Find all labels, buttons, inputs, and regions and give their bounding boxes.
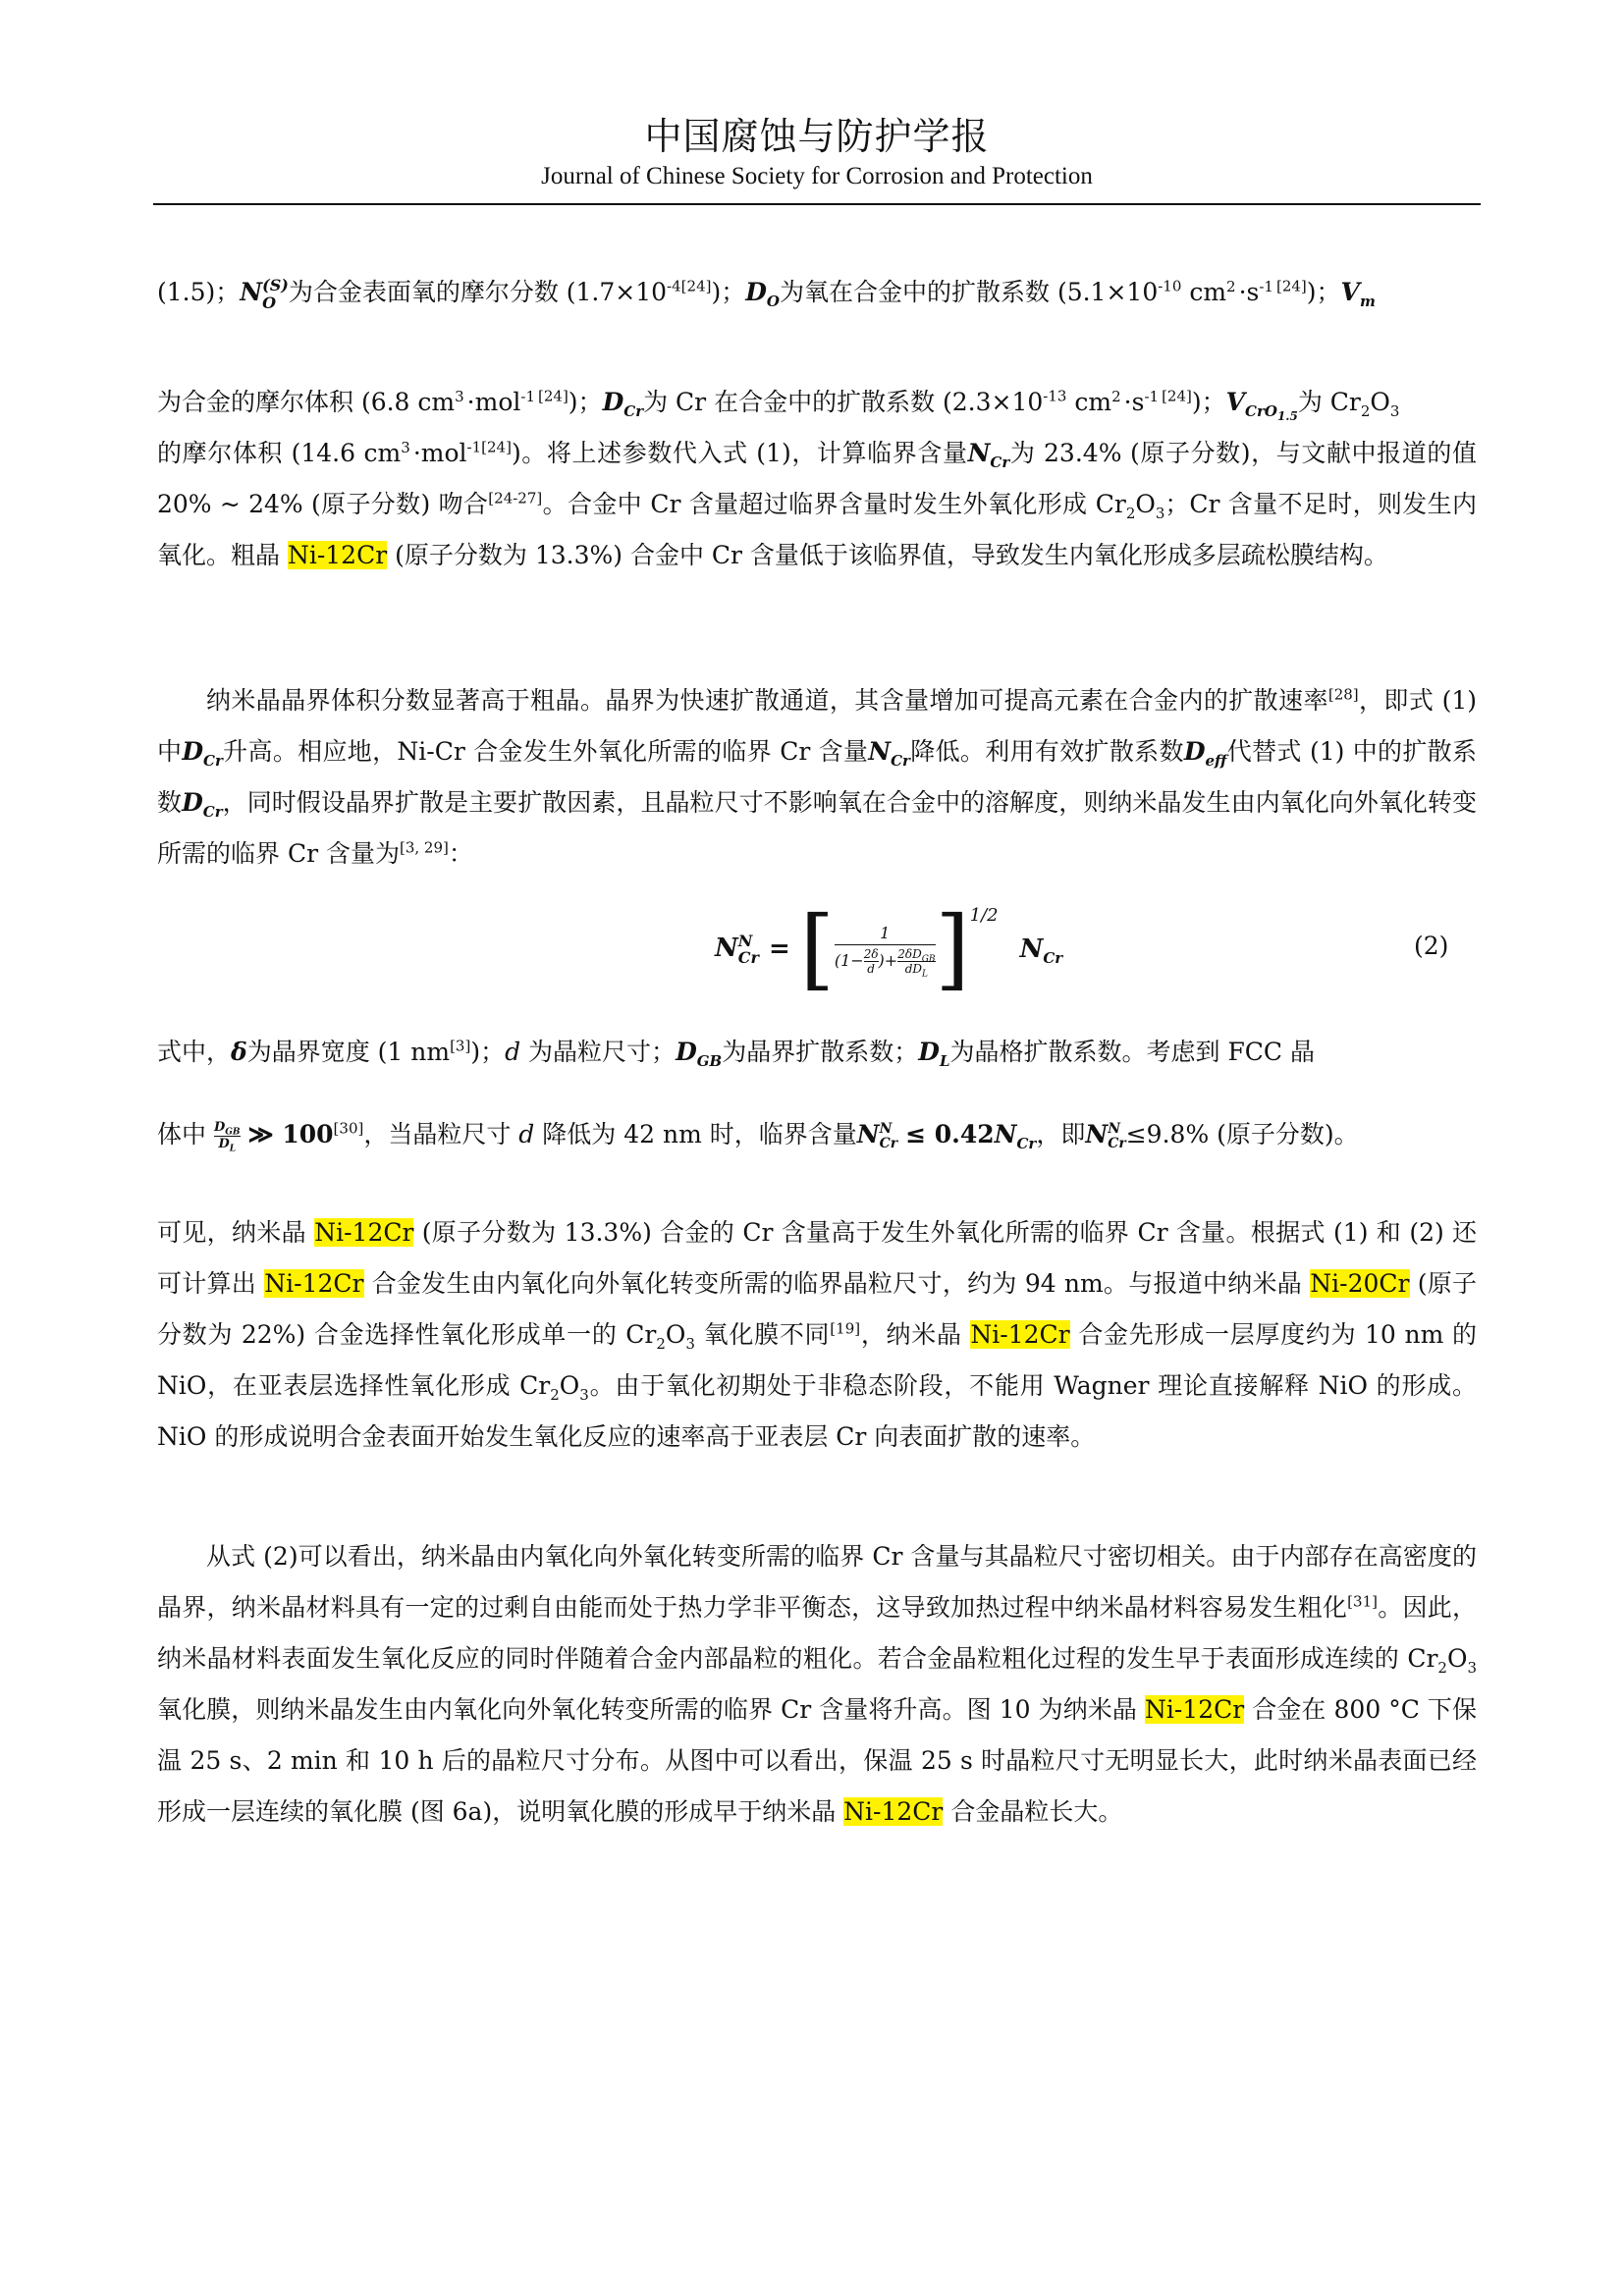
text-run: 合金在 800 °C 下保温 25 s、2 min 和 10 h 后的晶粒尺寸分布。从图中可以看出，保温 25 s 时晶粒尺寸无明显长大，此时纳米晶表面已经形成一层连续的氧化膜 (图 6a)，说明氧化膜的形成早于纳米晶 [157,1695,1477,1826]
text-run: (原子分数为 22%) 合金选择性氧化形成单一的 Cr [157,1269,1477,1349]
text-run: ·s [1238,278,1260,306]
text-run: 式中， [157,1038,232,1066]
text-run: 为晶格扩散系数。考虑到 FCC 晶 [949,1038,1315,1066]
sub: 2 [550,1386,560,1404]
highlighted-alloy-name: Ni-12Cr [264,1269,364,1298]
text-run: 为晶粒尺寸； [520,1038,677,1066]
text-run: 为晶界扩散系数； [722,1038,919,1066]
highlighted-alloy-name: Ni-12Cr [843,1797,944,1826]
text-run: ，即 [1036,1120,1086,1148]
text-run: 可见，纳米晶 [157,1218,315,1247]
sup: -1 [466,438,482,456]
text-run: 从式 (2)可以看出，纳米晶由内氧化向外氧化转变所需的临界 Cr 含量与其晶粒尺寸密切相关。由于内部存在高密度的晶界，纳米晶材料具有一定的过剩自由能而处于热力学非平衡态，这导致加热过程中纳米晶材料容易发生粗化 [157,1542,1477,1622]
text-run: cm [1181,278,1227,306]
left-bracket: [ [799,897,835,1000]
citation: [28] [1327,685,1359,704]
text-run: 为 23.4% (原子分数)，与文献中报道的值 20% ~ 24% (原子分数) 吻合 [157,439,1477,518]
citation: [19] [830,1319,861,1338]
symbol-n-cr-n: N N Cr [1085,1120,1126,1151]
symbol-d-gb: $D_{GB}$ [676,1038,723,1070]
highlighted-alloy-name: Ni-20Cr [1310,1269,1410,1298]
text-run: 合金晶粒长大。 [943,1797,1123,1826]
equation-body [715,895,1062,1003]
symbol-n-cr: $N_{Cr}$ [967,439,1010,471]
text-run: cm [1066,388,1112,416]
text-run: ，纳米晶 [860,1320,971,1349]
equals-sign: = [768,934,790,964]
text-run: 合金发生由内氧化向外氧化转变所需的临界晶粒尺寸，约为 94 nm。与报道中纳米晶 [363,1269,1311,1298]
sub: 3 [579,1386,589,1404]
sub: 3 [1155,505,1165,522]
text-run: )； [470,1038,506,1066]
text-run: 氧化膜不同 [694,1320,831,1349]
symbol-d-cr: $D_{Cr}$ [182,737,223,770]
citation: [3] [450,1037,471,1055]
symbol-d: d [518,1120,535,1148]
text-run: ： [448,839,473,868]
paragraph-4 [157,675,1477,880]
sub: 3 [1389,402,1400,420]
symbol-n-cr: $N_{Cr}$ [868,737,910,770]
text-run: 为合金的摩尔体积 (6.8 cm [157,388,456,416]
highlighted-alloy-name: Ni-12Cr [1144,1695,1245,1724]
journal-title-cn: 中国腐蚀与防护学报 [644,115,990,158]
text-run: )； [1191,388,1226,416]
fraction [834,923,936,979]
text-run: ，同时假设晶界扩散是主要扩散因素，且晶粒尺寸不影响氧在合金中的溶解度，则纳米晶发生由内氧化向外氧化转变所需的临界 Cr 含量为 [157,788,1477,868]
citation: [24] [538,387,568,405]
symbol-d-l: $D_L$ [918,1038,950,1070]
text-run: ，即式 (1) 中 [157,686,1477,766]
citation: [24] [1162,387,1192,405]
text-run: 升高。相应地，Ni-Cr 合金发生外氧化所需的临界 Cr 含量 [222,737,869,766]
symbol-d-o: $D_O$ [745,278,780,310]
citation: [31] [1347,1592,1378,1611]
fraction-dgb-dl: $\frac{D_{GB}}{D_L}$ [213,1120,241,1154]
paragraph-5 [157,1027,1477,1078]
paragraph-8 [157,1531,1477,1838]
paragraph-7 [157,1207,1477,1463]
text-run: ·s [1123,388,1145,416]
symbol-delta: δ [231,1038,247,1066]
symbol-n-cr: $N_{Cr}$ [994,1120,1037,1152]
paragraph-2: 为合金的摩尔体积 (6.8 $cm^3 \cdot mol^{-1}$ [24])；$D_{Cr}$为 Cr 在合金中的扩散系数 ($2.3\times 10^{-13}$ $cm^2 \cdot s^{-1}$ [24])；$V_{CrO_{1.5}}$为 $Cr_2O_3$ [157,387,1400,423]
text-run: 。因此，纳米晶材料表面发生氧化反应的同时伴随着合金内部晶粒的粗化。若合金晶粒粗化过程的发生早于表面形成连续的 Cr [157,1593,1477,1673]
header-divider [153,203,1481,205]
less-equal-042: ≤ 0.42 [905,1120,995,1148]
text-run: ；Cr 含量不足时，则发生内氧化。粗晶 [157,490,1477,569]
symbol-d: d [505,1038,521,1066]
sub: 2 [1360,402,1371,420]
symbol-d-eff: $D_{eff}$ [1183,737,1227,770]
text-run: 纳米晶晶界体积分数显著高于粗晶。晶界为快速扩散通道，其含量增加可提高元素在合金内的扩散速率 [206,686,1328,715]
sub: 3 [1467,1659,1477,1677]
equation-number: (2) [1414,932,1449,960]
text-run: 为晶界宽度 (1 nm [246,1038,451,1066]
symbol-v-cro15: $V_{CrO_{1.5}}$ [1225,388,1298,423]
citation: [24-27] [488,489,543,507]
text-run: 降低为 42 nm 时，临界含量 [534,1120,857,1148]
sup: -10 [1158,277,1182,295]
text-run: ，当晶粒尺寸 [363,1120,519,1148]
paragraph-3: 的摩尔体积 (14.6 $cm^3 \cdot mol^{-1[24]}$)。将上述参数代入式 (1)，计算临界含量$N_{Cr}$为 23.4% (原子分数)，与文献中报道的值 20% ~ 24% (原子分数) 吻合[24-27]。合金中 Cr 含量超过临界含量时发生外氧化形成 $Cr_2O_3$；Cr 含量不足时，则发生内氧化。粗晶 Ni-12Cr (原子分数为 13.3%) 合金中 Cr 含量低于该临界值，导致发生内氧化形成多层疏松膜结构。 [157,438,1477,569]
sup: -4 [667,277,681,295]
much-greater-100: ≫ 100 [247,1120,334,1148]
highlighted-alloy-name: Ni-12Cr [314,1218,414,1247]
text-run: O [665,1320,686,1349]
text-run: 为氧在合金中的扩散系数 (5.1×10 [780,278,1159,306]
text-run: )； [711,278,746,306]
symbol-d-cr: $D_{Cr}$ [602,388,644,420]
text-run: 为合金表面氧的摩尔分数 (1.7×10 [288,278,668,306]
text-run: )。将上述参数代入式 (1)，计算临界含量 [511,439,968,467]
fraction-numerator: 1 [835,924,936,945]
text-run: 降低。利用有效扩散系数 [909,737,1184,766]
citation: [30] [333,1119,364,1138]
text-run: 体中 [157,1120,214,1148]
citation: [3, 29] [399,838,449,857]
citation: [24] [680,277,712,295]
journal-title-en: Journal of Chinese Society for Corrosion and Protection [541,163,1093,189]
symbol-d-cr: $D_{Cr}$ [182,788,223,821]
sup: -13 [1043,387,1067,405]
paragraph-1: (1.5)；N (S) O 为合金表面氧的摩尔分数 $(1.7\times 10^{-4[24]})$；$D_O$为氧在合金中的扩散系数 ($5.1\times 10^{-10}$ $cm^2 \cdot s^{-1}$ [24])；$V_m$ [157,275,1376,312]
symbol-n-cr: $N_{Cr}$ [1019,934,1063,968]
fraction-denominator: (1− $\frac{2\delta}{d}$ )+ $\frac{2\delta D_{GB}}{dD_L}$ [834,946,936,979]
text-run: )； [568,388,603,416]
text-run: ·mol [412,439,467,467]
exponent-half: 1/2 [969,905,999,926]
text-run: O [559,1371,580,1400]
journal-header [153,112,1481,192]
highlighted-alloy-name: Ni-12Cr [970,1320,1070,1349]
text-run: 合金先形成一层厚度约为 10 nm 的 NiO，在亚表层选择性氧化形成 Cr [157,1320,1477,1400]
symbol-v-m: $V_m$ [1340,278,1376,310]
highlighted-alloy-name: Ni-12Cr [287,541,388,569]
sub: 2 [656,1335,666,1353]
text-run: 代替式 (1) 中的扩散系数 [157,737,1477,817]
text-run: O [1135,490,1156,518]
text-run: )； [1306,278,1341,306]
text-run: 为 Cr [1297,388,1361,416]
equation-2 [0,895,1624,1003]
text-run: 。由于氧化初期处于非稳态阶段，不能用 Wagner 理论直接解释 NiO 的形成。NiO 的形成说明合金表面开始发生氧化反应的速率高于亚表层 Cr 向表面扩散的速率。 [157,1371,1477,1451]
citation: [24] [1275,277,1307,295]
text-run: 。合金中 Cr 含量超过临界含量时发生外氧化形成 Cr [542,490,1126,518]
text-run: 为 Cr 在合金中的扩散系数 (2.3×10 [643,388,1044,416]
symbol-n-o-s: N (S) O [240,275,289,312]
sub: 3 [685,1335,695,1353]
text-run: O [1370,388,1390,416]
symbol-n-cr-n: N N Cr [715,932,759,967]
text-run: O [1446,1644,1468,1673]
paragraph-6 [157,1109,1477,1160]
text-run: ≤9.8% (原子分数)。 [1125,1120,1359,1148]
text-run: (原子分数为 13.3%) 合金的 Cr 含量高于发生外氧化所需的临界 Cr 含量。根据式 (1) 和 (2) 还可计算出 [157,1218,1478,1298]
symbol-n-cr-n: N N Cr [856,1120,898,1151]
text-run: 的摩尔体积 (14.6 cm [157,439,402,467]
sub: 2 [1125,505,1136,522]
text-run: ·mol [466,388,521,416]
text-run: (原子分数为 13.3%) 合金中 Cr 含量低于该临界值，导致发生内氧化形成多层疏松膜结构。 [387,541,1388,569]
text-run: 氧化膜，则纳米晶发生由内氧化向外氧化转变所需的临界 Cr 含量将升高。图 10 为纳米晶 [157,1695,1145,1724]
right-bracket: ] [935,897,970,1000]
sub: 2 [1437,1659,1447,1677]
text-run: (1.5)； [157,278,241,306]
citation: [24] [481,438,512,456]
